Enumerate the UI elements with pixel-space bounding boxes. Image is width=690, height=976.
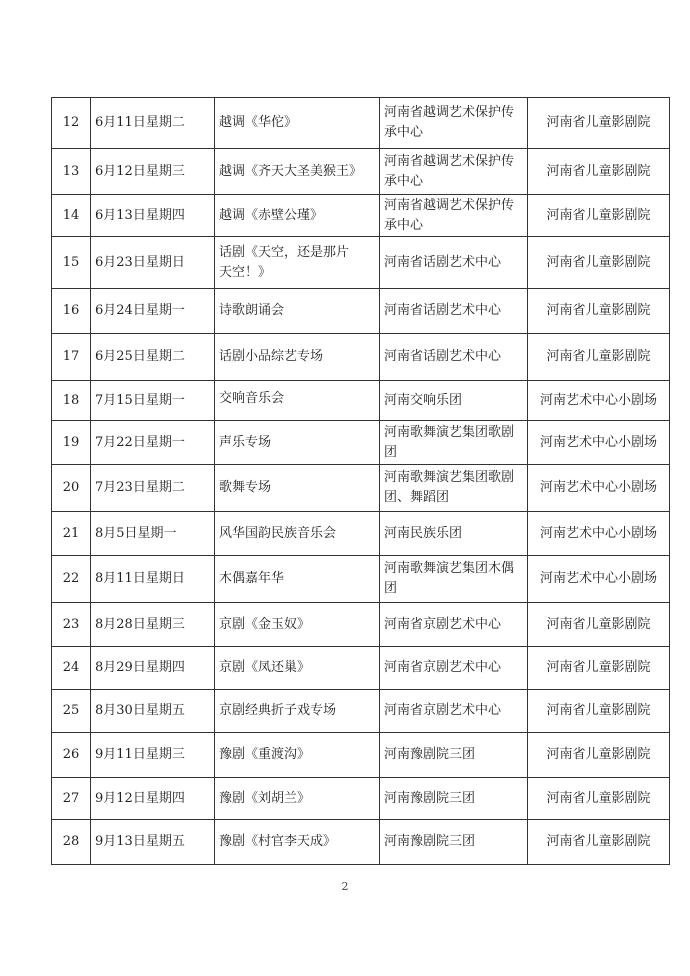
row-organizer: 河南豫剧院三团 — [380, 778, 528, 820]
row-organizer: 河南民族乐团 — [380, 512, 528, 556]
row-number: 24 — [52, 647, 91, 690]
row-organizer: 河南歌舞演艺集团木偶团 — [380, 556, 528, 603]
row-organizer: 河南豫剧院三团 — [380, 733, 528, 778]
table-row — [52, 603, 670, 647]
row-program-line-1: 话剧《天空，还是那片 — [219, 244, 350, 260]
row-number: 20 — [52, 465, 91, 512]
table-row — [52, 237, 670, 289]
row-date: 7月23日星期二 — [91, 465, 215, 512]
row-date: 6月24日星期一 — [91, 289, 215, 334]
table-row — [52, 820, 670, 865]
row-date: 7月22日星期一 — [91, 421, 215, 465]
row-organizer: 河南省京剧艺术中心 — [380, 603, 528, 647]
row-program: 豫剧《刘胡兰》 — [215, 778, 380, 820]
table-row — [52, 195, 670, 237]
table-row — [52, 647, 670, 690]
table-row — [52, 512, 670, 556]
row-number: 17 — [52, 334, 91, 381]
row-date: 6月12日星期三 — [91, 149, 215, 195]
row-date: 6月13日星期四 — [91, 195, 215, 237]
row-number: 28 — [52, 820, 91, 865]
table-row — [52, 334, 670, 381]
row-date: 8月29日星期四 — [91, 647, 215, 690]
row-venue: 河南省儿童影剧院 — [528, 647, 670, 690]
table-row — [52, 421, 670, 465]
row-number: 15 — [52, 237, 91, 289]
row-venue: 河南省儿童影剧院 — [528, 820, 670, 865]
row-date: 8月28日星期三 — [91, 603, 215, 647]
table-row — [52, 289, 670, 334]
row-organizer: 河南省京剧艺术中心 — [380, 647, 528, 690]
row-venue: 河南省儿童影剧院 — [528, 98, 670, 149]
row-program: 交响音乐会 — [215, 381, 380, 421]
row-program: 京剧经典折子戏专场 — [215, 690, 380, 733]
row-program: 京剧《凤还巢》 — [215, 647, 380, 690]
row-program: 豫剧《重渡沟》 — [215, 733, 380, 778]
row-number: 13 — [52, 149, 91, 195]
row-program: 越调《华佗》 — [215, 98, 380, 149]
row-program — [215, 237, 380, 289]
row-program: 声乐专场 — [215, 421, 380, 465]
row-date: 6月25日星期二 — [91, 334, 215, 381]
row-number: 22 — [52, 556, 91, 603]
row-venue: 河南艺术中心小剧场 — [528, 381, 670, 421]
row-number: 12 — [52, 98, 91, 149]
row-organizer: 河南交响乐团 — [380, 381, 528, 421]
table-row — [52, 556, 670, 603]
row-venue: 河南省儿童影剧院 — [528, 603, 670, 647]
row-organizer: 河南省话剧艺术中心 — [380, 237, 528, 289]
row-venue: 河南艺术中心小剧场 — [528, 512, 670, 556]
table-row — [52, 149, 670, 195]
row-number: 21 — [52, 512, 91, 556]
row-organizer: 河南省越调艺术保护传承中心 — [380, 195, 528, 237]
row-venue: 河南艺术中心小剧场 — [528, 556, 670, 603]
row-venue: 河南省儿童影剧院 — [528, 690, 670, 733]
schedule-table — [51, 97, 670, 865]
row-program: 话剧小品综艺专场 — [215, 334, 380, 381]
row-date: 9月11日星期三 — [91, 733, 215, 778]
row-organizer: 河南歌舞演艺集团歌剧团、舞蹈团 — [380, 465, 528, 512]
row-venue: 河南省儿童影剧院 — [528, 778, 670, 820]
table-row — [52, 381, 670, 421]
row-venue: 河南省儿童影剧院 — [528, 149, 670, 195]
row-number: 16 — [52, 289, 91, 334]
row-program: 京剧《金玉奴》 — [215, 603, 380, 647]
row-program-line-2: 天空！》 — [219, 264, 272, 280]
row-organizer: 河南省话剧艺术中心 — [380, 334, 528, 381]
row-venue: 河南省儿童影剧院 — [528, 237, 670, 289]
row-date: 7月15日星期一 — [91, 381, 215, 421]
row-date: 8月11日星期日 — [91, 556, 215, 603]
row-venue: 河南艺术中心小剧场 — [528, 421, 670, 465]
row-number: 25 — [52, 690, 91, 733]
row-date: 9月12日星期四 — [91, 778, 215, 820]
table-row — [52, 733, 670, 778]
row-number: 19 — [52, 421, 91, 465]
row-number: 18 — [52, 381, 91, 421]
row-venue: 河南省儿童影剧院 — [528, 289, 670, 334]
row-organizer: 河南歌舞演艺集团歌剧团 — [380, 421, 528, 465]
row-number: 23 — [52, 603, 91, 647]
row-date: 6月23日星期日 — [91, 237, 215, 289]
row-program: 越调《赤壁公瑾》 — [215, 195, 380, 237]
row-organizer: 河南省越调艺术保护传承中心 — [380, 98, 528, 149]
row-program: 越调《齐天大圣美猴王》 — [215, 149, 380, 195]
row-number: 27 — [52, 778, 91, 820]
row-date: 6月11日星期二 — [91, 98, 215, 149]
row-number: 26 — [52, 733, 91, 778]
row-organizer: 河南豫剧院三团 — [380, 820, 528, 865]
row-number: 14 — [52, 195, 91, 237]
row-venue: 河南省儿童影剧院 — [528, 334, 670, 381]
row-venue: 河南省儿童影剧院 — [528, 733, 670, 778]
table-row — [52, 690, 670, 733]
table-row — [52, 98, 670, 149]
row-program: 诗歌朗诵会 — [215, 289, 380, 334]
row-date: 9月13日星期五 — [91, 820, 215, 865]
row-organizer: 河南省话剧艺术中心 — [380, 289, 528, 334]
row-venue: 河南省儿童影剧院 — [528, 195, 670, 237]
row-program: 歌舞专场 — [215, 465, 380, 512]
page-number: 2 — [341, 880, 349, 893]
row-organizer: 河南省京剧艺术中心 — [380, 690, 528, 733]
row-program: 豫剧《村官李天成》 — [215, 820, 380, 865]
table-row — [52, 778, 670, 820]
row-date: 8月5日星期一 — [91, 512, 215, 556]
row-program: 木偶嘉年华 — [215, 556, 380, 603]
row-program: 风华国韵民族音乐会 — [215, 512, 380, 556]
row-venue: 河南艺术中心小剧场 — [528, 465, 670, 512]
table-row — [52, 465, 670, 512]
row-date: 8月30日星期五 — [91, 690, 215, 733]
row-organizer: 河南省越调艺术保护传承中心 — [380, 149, 528, 195]
